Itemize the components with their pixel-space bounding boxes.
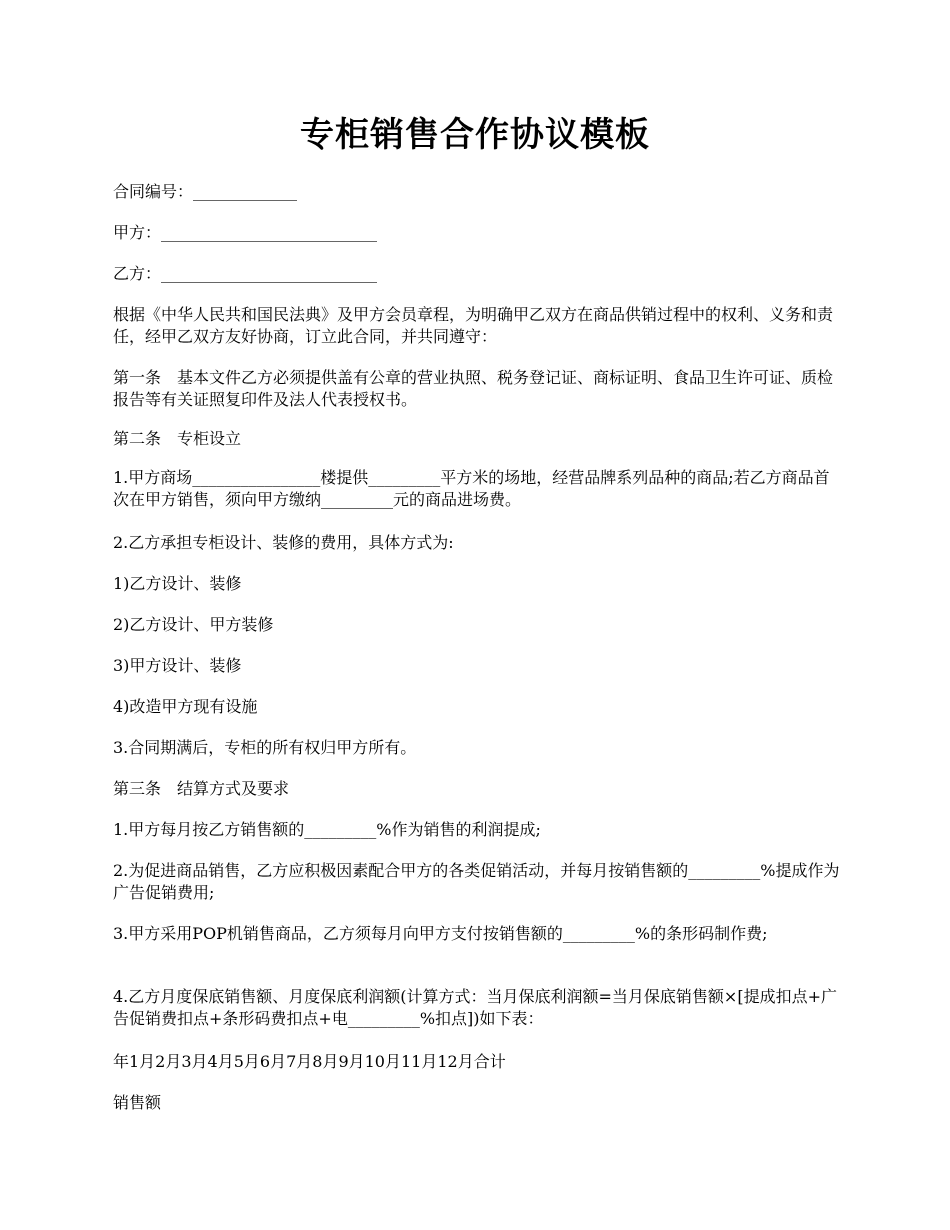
article-3-item-4: 4.乙方月度保底销售额、月度保底利润额(计算方式：当月保底利润额=当月保底销售额×[提成扣点+广告促销费扣点+条形码费扣点+电_________%扣点])如下表： — [113, 987, 837, 1028]
table-row-sales: 销售额 — [113, 1093, 162, 1112]
option-2: 2)乙方设计、甲方装修 — [113, 615, 274, 634]
document-title: 专柜销售合作协议模板 — [300, 115, 650, 155]
party-b-line: 乙方：___________________________ — [113, 264, 378, 283]
article-2-item-1: 1.甲方商场________________楼提供_________平方米的场地，经营品牌系列品种的商品;若乙方商品首次在甲方销售，须向甲方缴纳_________元的商品进场费。 — [113, 468, 830, 509]
article-3-item-1: 1.甲方每月按乙方销售额的_________%作为销售的利润提成; — [113, 820, 541, 839]
article-3-item-3: 3.甲方采用POP机销售商品，乙方须每月向甲方支付按销售额的_________%的条形码制作费; — [113, 924, 768, 943]
contract-number-line: 合同编号：_____________ — [113, 182, 298, 201]
article-3-item-2: 2.为促进商品销售，乙方应积极因素配合甲方的各类促销活动，并每月按销售额的_________%提成作为广告促销费用; — [113, 861, 840, 902]
preamble-paragraph: 根据《中华人民共和国民法典》及甲方会员章程，为明确甲乙双方在商品供销过程中的权利、义务和责任，经甲乙双方友好协商，订立此合同，并共同遵守： — [113, 305, 834, 346]
article-3-heading: 第三条 结算方式及要求 — [113, 779, 290, 798]
option-4: 4)改造甲方现有设施 — [113, 697, 258, 716]
article-1-paragraph: 第一条 基本文件乙方必须提供盖有公章的营业执照、税务登记证、商标证明、食品卫生许可证、质检报告等有关证照复印件及法人代表授权书。 — [113, 368, 834, 409]
option-3: 3)甲方设计、装修 — [113, 656, 242, 675]
article-2-heading: 第二条 专柜设立 — [113, 429, 242, 448]
party-a-line: 甲方：___________________________ — [113, 223, 378, 242]
table-header-row: 年1月2月3月4月5月6月7月8月9月10月11月12月合计 — [113, 1052, 506, 1071]
article-2-item-2: 2.乙方承担专柜设计、装修的费用，具体方式为: — [113, 533, 454, 552]
article-2-item-3: 3.合同期满后，专柜的所有权归甲方所有。 — [113, 738, 417, 757]
option-1: 1)乙方设计、装修 — [113, 574, 242, 593]
